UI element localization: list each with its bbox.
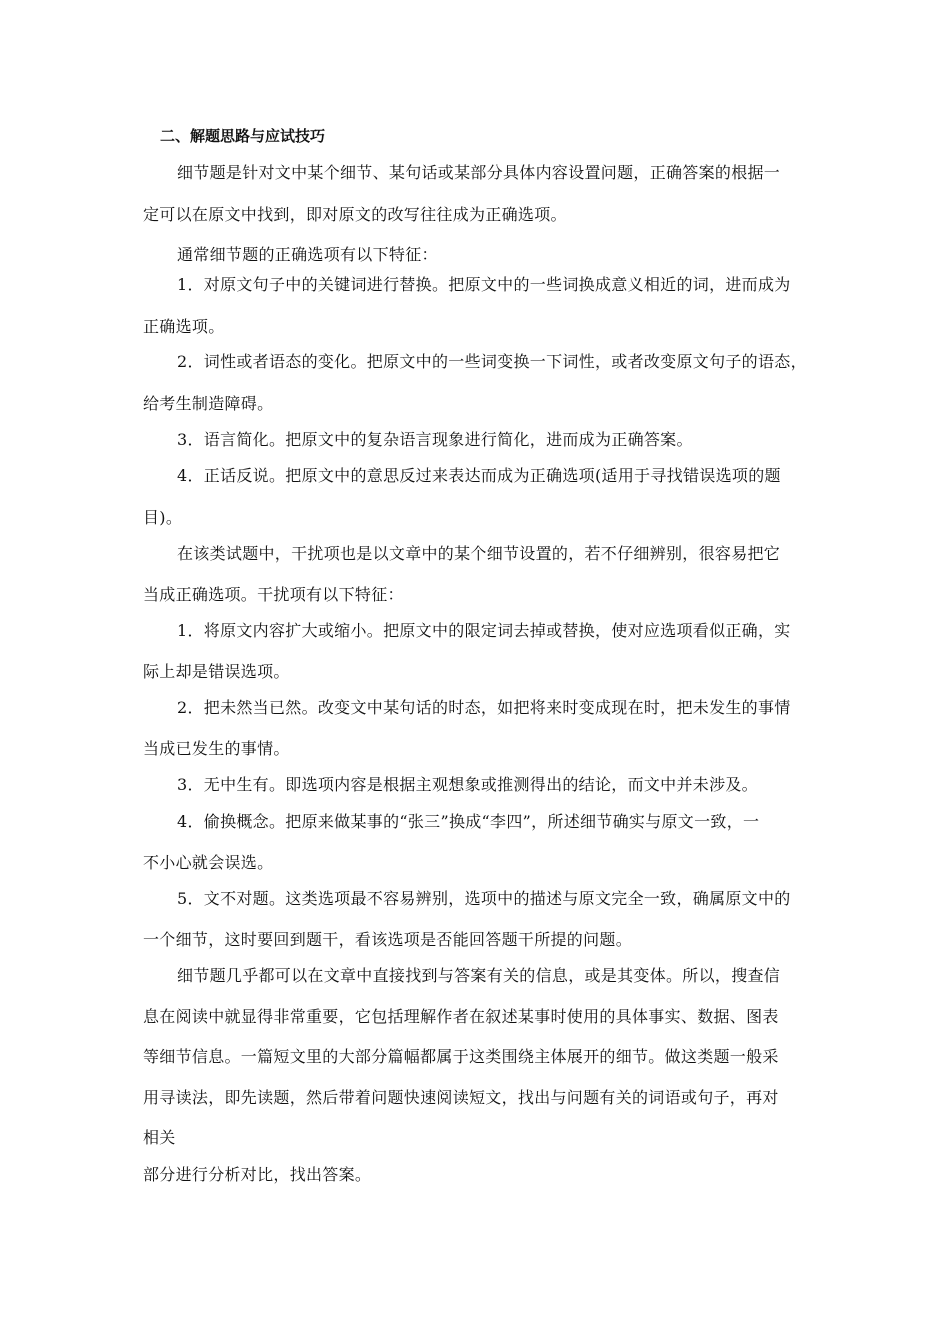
section-heading: 二、解题思路与应试技巧 <box>160 127 326 145</box>
list-item-line: 2．词性或者语态的变化。把原文中的一些词变换一下词性，或者改变原文句子的语态， <box>177 352 807 371</box>
paragraph-line: 通常细节题的正确选项有以下特征： <box>177 245 438 264</box>
paragraph-line: 细节题是针对文中某个细节、某句话或某部分具体内容设置问题，正确答案的根据一 <box>177 163 781 182</box>
list-item-line: 不小心就会误选。 <box>143 853 274 872</box>
paragraph-line: 定可以在原文中找到，即对原文的改写往往成为正确选项。 <box>143 205 567 224</box>
list-item-line: 2．把未然当已然。改变文中某句话的时态，如把将来时变成现在时，把未发生的事情 <box>177 698 791 717</box>
paragraph-line: 息在阅读中就显得非常重要，它包括理解作者在叙述某事时使用的具体事实、数据、图表 <box>143 1007 779 1026</box>
list-item-line: 际上却是错误选项。 <box>143 662 290 681</box>
paragraph-line: 在该类试题中，干扰项也是以文章中的某个细节设置的，若不仔细辨别，很容易把它 <box>177 544 781 563</box>
list-item-line: 3．语言简化。把原文中的复杂语言现象进行简化，进而成为正确答案。 <box>177 430 693 449</box>
paragraph-line: 用寻读法，即先读题，然后带着问题快速阅读短文，找出与问题有关的词语或句子，再对 <box>143 1088 779 1107</box>
list-item-line: 5．文不对题。这类选项最不容易辨别，选项中的描述与原文完全一致，确属原文中的 <box>177 889 791 908</box>
paragraph-line: 等细节信息。一篇短文里的大部分篇幅都属于这类围绕主体展开的细节。做这类题一般采 <box>143 1047 779 1066</box>
list-item-line: 一个细节，这时要回到题干，看该选项是否能回答题干所提的问题。 <box>143 930 633 949</box>
list-item-line: 给考生制造障碍。 <box>143 394 274 413</box>
list-item-line: 当成已发生的事情。 <box>143 739 290 758</box>
list-item-line: 正确选项。 <box>143 317 225 336</box>
paragraph-line: 相关 <box>143 1128 176 1147</box>
paragraph-line: 当成正确选项。干扰项有以下特征： <box>143 585 404 604</box>
list-item-line: 4．正话反说。把原文中的意思反过来表达而成为正确选项(适用于寻找错误选项的题 <box>177 466 781 485</box>
list-item-line: 目)。 <box>143 508 183 527</box>
list-item-line: 3．无中生有。即选项内容是根据主观想象或推测得出的结论，而文中并未涉及。 <box>177 775 758 794</box>
list-item-line: 4．偷换概念。把原来做某事的“张三”换成“李四”，所述细节确实与原文一致，一 <box>177 812 760 831</box>
list-item-line: 1．对原文句子中的关键词进行替换。把原文中的一些词换成意义相近的词，进而成为 <box>177 275 791 294</box>
list-item-line: 1．将原文内容扩大或缩小。把原文中的限定词去掉或替换，使对应选项看似正确，实 <box>177 621 791 640</box>
paragraph-line: 细节题几乎都可以在文章中直接找到与答案有关的信息，或是其变体。所以，搜查信 <box>177 966 781 985</box>
paragraph-line: 部分进行分析对比，找出答案。 <box>143 1165 372 1184</box>
